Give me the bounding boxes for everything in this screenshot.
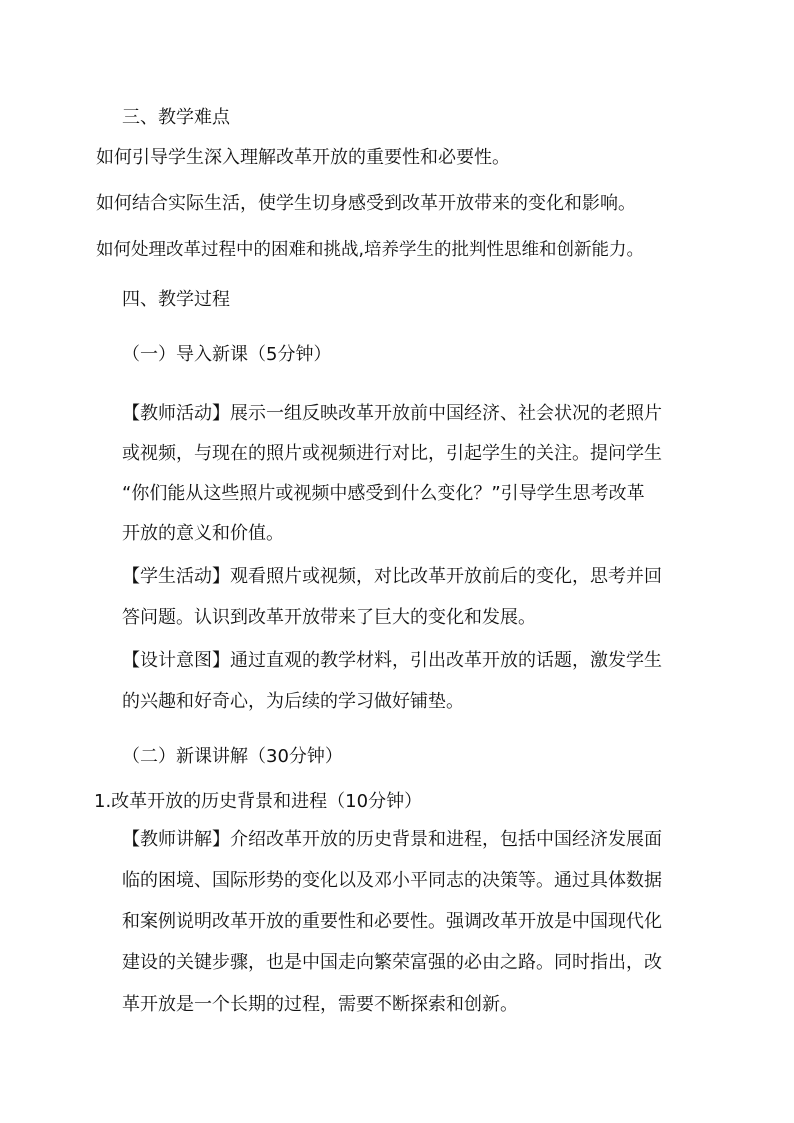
teacher-lecture-line-5: 革开放是一个长期的过程，需要不断探索和创新。: [122, 994, 518, 1015]
design-intent-line-2: 的兴趣和好奇心，为后续的学习做好铺垫。: [122, 691, 464, 712]
student-activity-line-1: 【学生活动】观看照片或视频，对比改革开放前后的变化，思考并回: [122, 566, 662, 587]
subsection-heading-introduction: （一）导入新课（5分钟）: [122, 344, 332, 365]
difficulty-item-2: 如何结合实际生活，使学生切身感受到改革开放带来的变化和影响。: [96, 193, 636, 214]
difficulty-item-3: 如何处理改革过程中的困难和挑战,培养学生的批判性思维和创新能力。: [96, 240, 645, 260]
difficulty-item-1: 如何引导学生深入理解改革开放的重要性和必要性。: [96, 147, 510, 168]
student-activity-line-2: 答问题。认识到改革开放带来了巨大的变化和发展。: [122, 607, 536, 628]
teacher-lecture-line-1: 【教师讲解】介绍改革开放的历史背景和进程，包括中国经济发展面: [122, 829, 662, 850]
teacher-lecture-line-4: 建设的关键步骤，也是中国走向繁荣富强的必由之路。同时指出，改: [122, 952, 662, 973]
teacher-lecture-line-3: 和案例说明改革开放的重要性和必要性。强调改革开放是中国现代化: [122, 911, 662, 932]
teacher-activity-line-3: “你们能从这些照片或视频中感受到什么变化？”引导学生思考改革: [122, 483, 645, 504]
section-heading-teaching-process: 四、教学过程: [122, 289, 230, 310]
design-intent-line-1: 【设计意图】通过直观的教学材料，引出改革开放的话题，激发学生: [122, 650, 662, 671]
teacher-activity-line-2: 或视频，与现在的照片或视频进行对比，引起学生的关注。提问学生: [122, 443, 662, 464]
teacher-activity-line-1: 【教师活动】展示一组反映改革开放前中国经济、社会状况的老照片: [122, 403, 662, 424]
item-heading-history-background: 1.改革开放的历史背景和进程（10分钟）: [94, 791, 423, 812]
section-heading-teaching-difficulties: 三、教学难点: [122, 107, 230, 128]
subsection-heading-new-lesson: （二）新课讲解（30分钟）: [122, 746, 343, 767]
teacher-lecture-line-2: 临的困境、国际形势的变化以及邓小平同志的决策等。通过具体数据: [122, 870, 662, 891]
teacher-activity-line-4: 开放的意义和价值。: [122, 523, 284, 544]
